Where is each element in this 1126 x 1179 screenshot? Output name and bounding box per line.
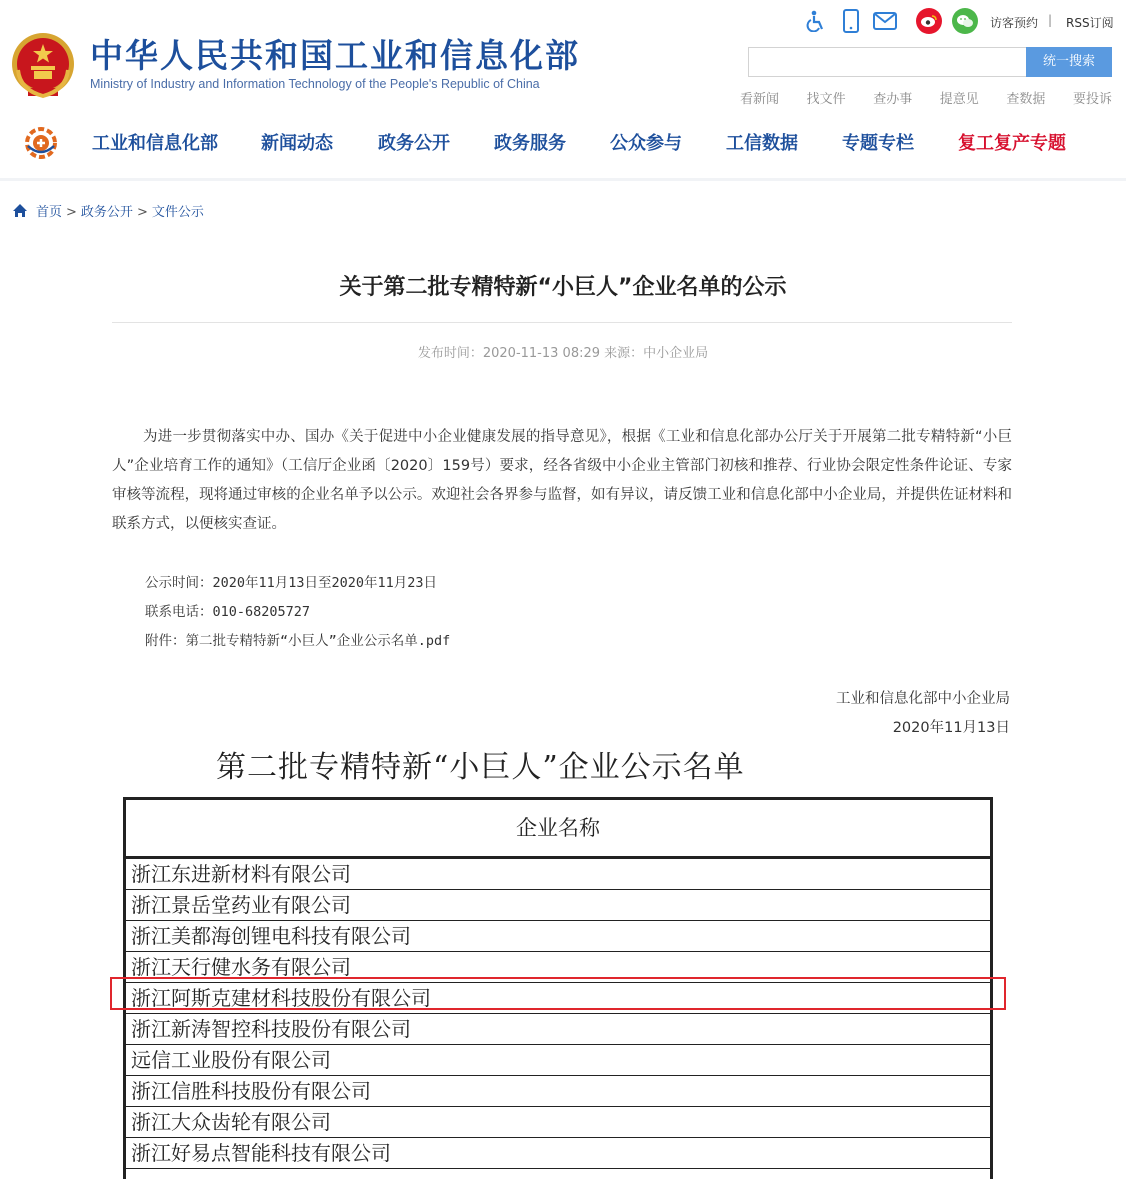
- wechat-icon[interactable]: [952, 8, 978, 34]
- site-subtitle: Ministry of Industry and Information Technology of the People's Republic of China: [90, 77, 540, 91]
- home-icon[interactable]: [12, 203, 28, 218]
- company-row: 浙江信胜科技股份有限公司: [126, 1076, 990, 1107]
- nav-item-public-participation[interactable]: 公众参与: [610, 133, 682, 154]
- nav-item-special-topics[interactable]: 专题专栏: [842, 133, 914, 154]
- accessibility-icon[interactable]: [804, 9, 828, 33]
- nav-item-government-services[interactable]: 政务服务: [494, 133, 566, 154]
- search-input[interactable]: [748, 47, 1026, 77]
- highlight-box: [110, 977, 1006, 1010]
- signature-org: 工业和信息化部中小企业局: [836, 691, 1010, 707]
- attachment-link[interactable]: 附件：第二批专精特新“小巨人”企业公示名单.pdf: [145, 633, 451, 649]
- visitor-appointment-link[interactable]: 访客预约: [990, 16, 1039, 30]
- breadcrumb-file-notices[interactable]: 文件公示: [151, 205, 204, 220]
- nav-item-ministry[interactable]: 工业和信息化部: [92, 133, 218, 154]
- breadcrumb-separator: >: [66, 205, 77, 220]
- breadcrumb-government-affairs[interactable]: 政务公开: [80, 205, 133, 220]
- company-row: 浙江好易点智能科技有限公司: [126, 1138, 990, 1169]
- quick-link-services[interactable]: 查办事: [873, 92, 913, 107]
- rss-link[interactable]: RSS订阅: [1066, 16, 1114, 30]
- article-title: 关于第二批专精特新“小巨人”企业名单的公示: [339, 275, 787, 300]
- company-row: 浙江美都海创锂电科技有限公司: [126, 921, 990, 952]
- breadcrumb-separator: >: [136, 205, 148, 220]
- company-row: 浙江大众齿轮有限公司: [126, 1107, 990, 1138]
- mail-icon[interactable]: [873, 9, 897, 33]
- breadcrumb: [36, 201, 204, 220]
- breadcrumb-home[interactable]: 首页: [36, 205, 63, 220]
- article-body: 为进一步贯彻落实中办、国办《关于促进中小企业健康发展的指导意见》，根据《工业和信息化部办公厅关于开展第二批专精特新“小巨人”企业培育工作的通知》（工信厅企业函〔2020〕159号）要求，经各省级中小企业主管部门初核和推荐、行业协会限定性条件论证、专家审核等流程，现将通过审核的企业名单予以公示。欢迎社会各界参与监督，如有异议，请反馈工业和信息化部中小企业局，并提供佐证材料和联系方式，以便核实查证。: [112, 429, 1012, 532]
- nav-item-resumption-topic[interactable]: 复工复产专题: [958, 133, 1066, 154]
- company-row-highlighted: 浙江阿斯克建材科技股份有限公司: [126, 983, 990, 1014]
- quick-link-files[interactable]: 找文件: [806, 92, 846, 107]
- company-row: 远信工业股份有限公司: [126, 1045, 990, 1076]
- quick-link-data[interactable]: 查数据: [1006, 92, 1046, 107]
- mobile-icon[interactable]: [839, 9, 863, 33]
- ministry-logo-icon[interactable]: [24, 126, 58, 160]
- title-divider: [112, 322, 1012, 323]
- nav-item-data[interactable]: 工信数据: [726, 133, 798, 154]
- quick-links: [740, 88, 1112, 107]
- nav-item-government-affairs[interactable]: 政务公开: [378, 133, 450, 154]
- company-row: 浙江景岳堂药业有限公司: [126, 890, 990, 921]
- nav-item-news[interactable]: 新闻动态: [261, 133, 333, 154]
- top-link-separator: |: [1048, 13, 1053, 27]
- company-list-header: 企业名称: [126, 800, 990, 859]
- national-emblem-icon: [10, 30, 76, 100]
- quick-link-complaints[interactable]: 要投诉: [1072, 92, 1112, 107]
- notice-period: 公示时间：2020年11月13日至2020年11月23日: [145, 575, 438, 591]
- search-button[interactable]: 统一搜索: [1026, 47, 1112, 77]
- weibo-icon[interactable]: [916, 8, 942, 34]
- company-row: 浙江新涛智控科技股份有限公司: [126, 1014, 990, 1045]
- signature-date: 2020年11月13日: [892, 720, 1010, 736]
- company-list-title: 第二批专精特新“小巨人”企业公示名单: [216, 750, 745, 785]
- article-meta: 发布时间：2020-11-13 08:29 来源：中小企业局: [417, 346, 709, 361]
- contact-phone: 联系电话：010-68205727: [145, 604, 311, 620]
- site-title[interactable]: 中华人民共和国工业和信息化部: [90, 36, 580, 75]
- quick-link-news[interactable]: 看新闻: [740, 92, 780, 107]
- company-row: 浙江天行健水务有限公司: [126, 952, 990, 983]
- company-row: 浙江东进新材料有限公司: [126, 859, 990, 890]
- quick-link-suggestions[interactable]: 提意见: [939, 92, 979, 107]
- nav-divider: [0, 178, 1126, 181]
